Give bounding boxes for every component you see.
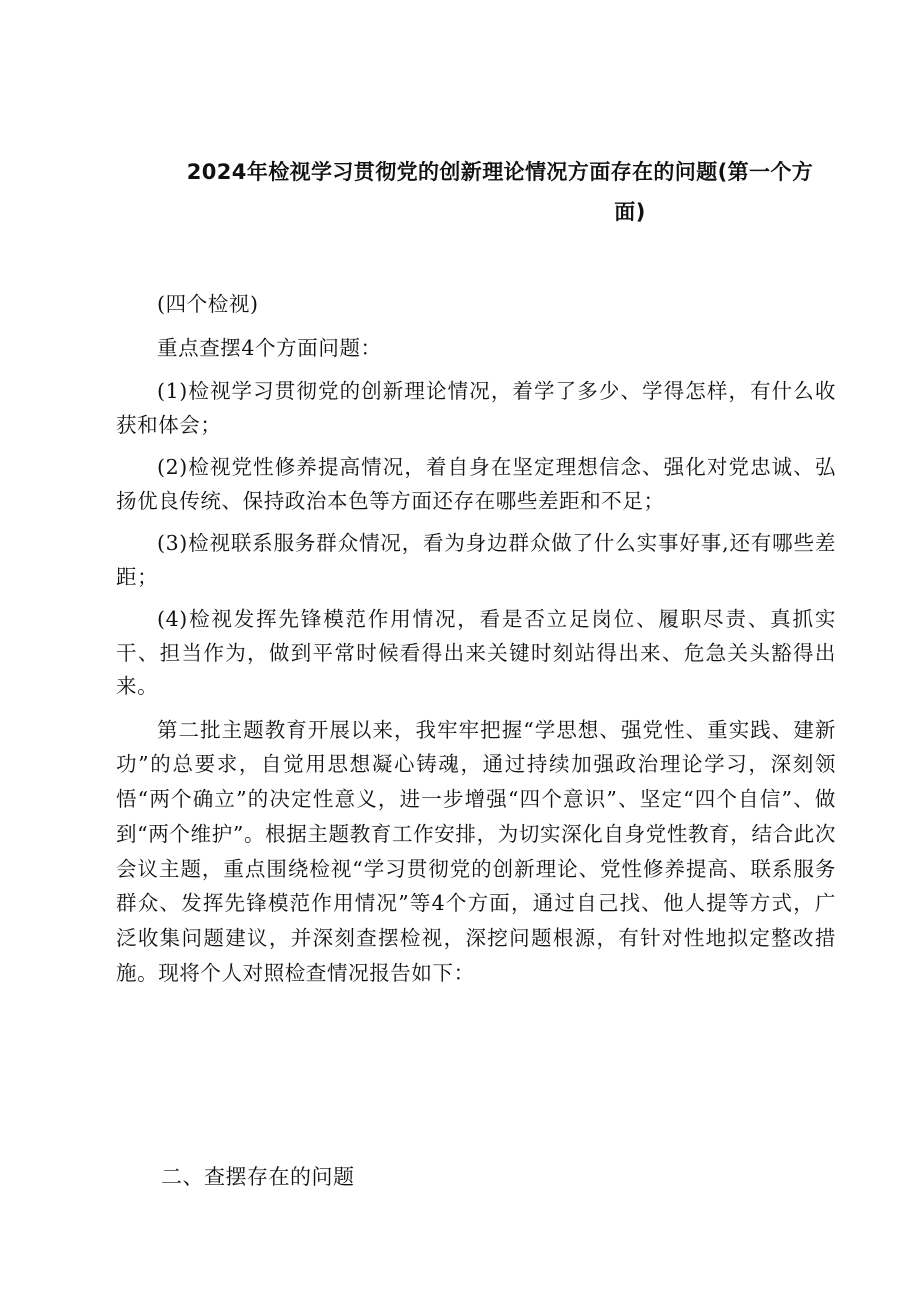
check-item-3: (3)检视联系服务群众情况，看为身边群众做了什么实事好事,还有哪些差距； [116, 531, 836, 589]
title-line-1: 2024年检视学习贯彻党的创新理论情况方面存在的问题(第一个方 [186, 160, 814, 184]
document-title [160, 152, 840, 232]
check-item-1: (1)检视学习贯彻党的创新理论情况，着学了多少、学得怎样，有什么收获和体会； [116, 379, 836, 437]
subtitle: (四个检视) [157, 292, 259, 316]
document-body [116, 288, 836, 1011]
check-item-2: (2)检视党性修养提高情况，着自身在坚定理想信念、强化对党忠诚、弘扬优良传统、保持政治本色等方面还存在哪些差距和不足； [116, 455, 836, 513]
section-heading: 二、查摆存在的问题 [161, 1165, 355, 1189]
title-line-2: 面) [614, 200, 646, 224]
main-paragraph: 第二批主题教育开展以来，我牢牢把握“学思想、强党性、重实践、建新功”的总要求，自觉用思想凝心铸魂，通过持续加强政治理论学习，深刻领悟“两个确立”的决定性意义，进一步增强“四个意识”、坚定“四个自信”、做到“两个维护”。根据主题教育工作安排，为切实深化自身党性教育，结合此次会议主题，重点围绕检视“学习贯彻党的创新理论、党性修养提高、联系服务群众、发挥先锋模范作用情况”等4个方面，通过自己找、他人提等方式，广泛收集问题建议，并深刻查摆检视，深挖问题根源，有针对性地拟定整改措施。现将个人对照检查情况报告如下： [116, 717, 836, 986]
intro-line: 重点查摆4个方面问题： [157, 335, 382, 360]
check-item-4: (4)检视发挥先锋模范作用情况，看是否立足岗位、履职尽责、真抓实干、担当作为，做到平常时候看得出来关键时刻站得出来、危急关头豁得出来。 [116, 607, 836, 698]
